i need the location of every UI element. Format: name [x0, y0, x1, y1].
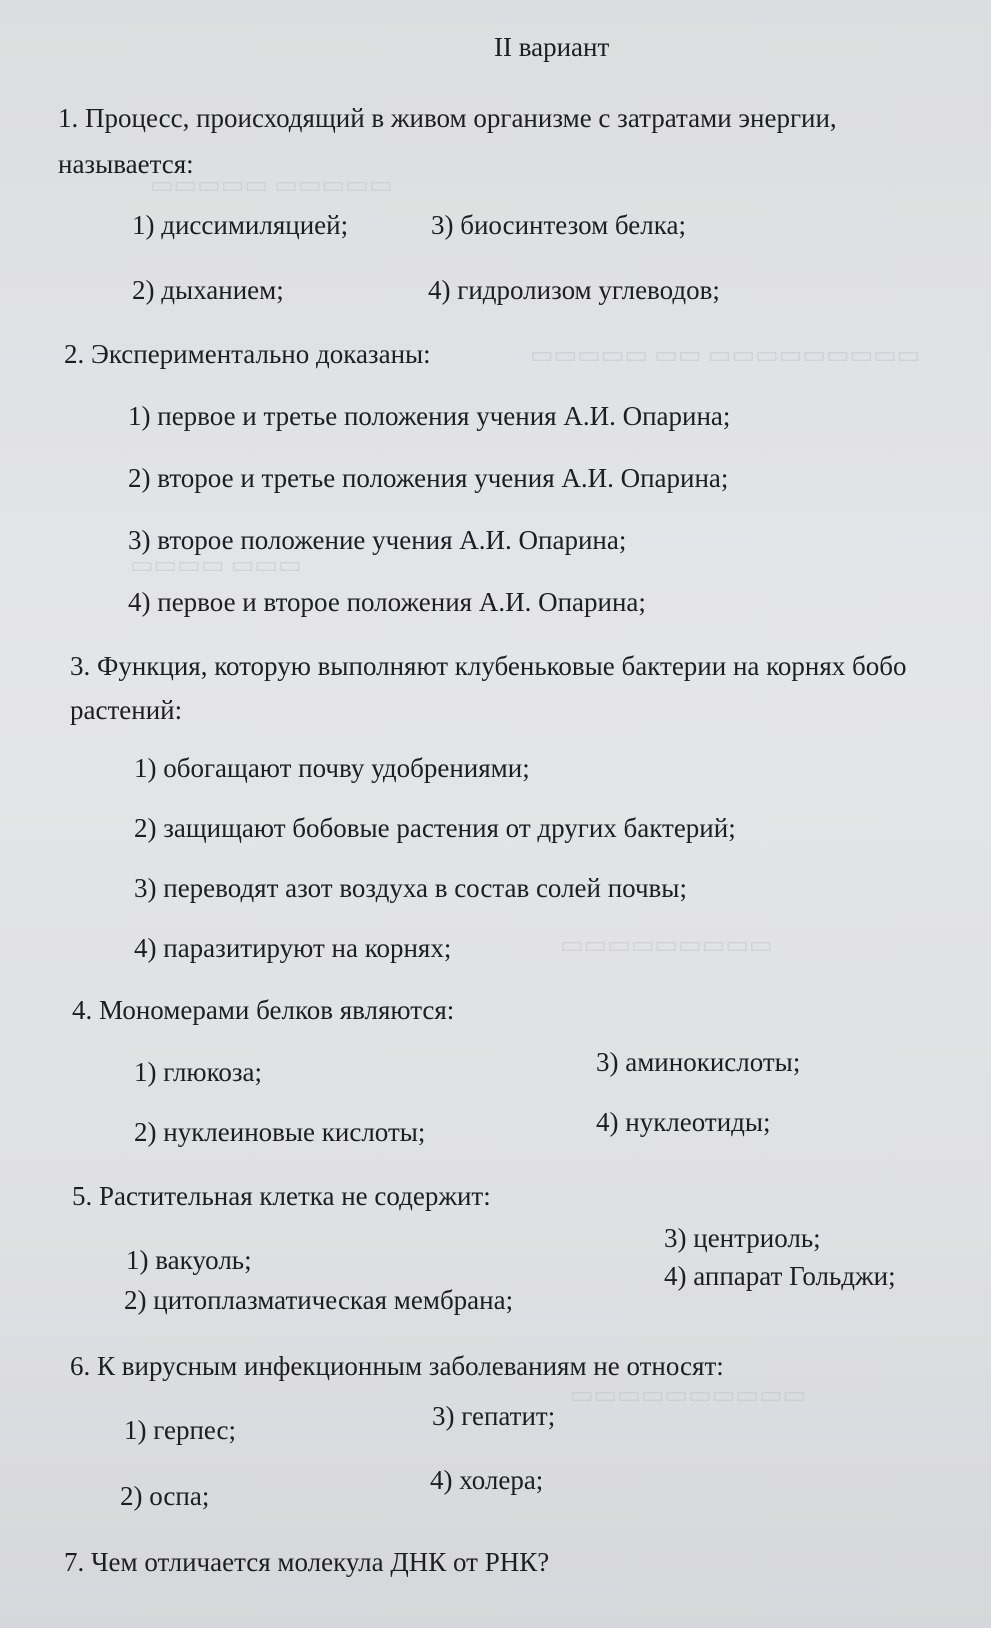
- question-4-option-3: 3) аминокислоты;: [596, 1047, 801, 1077]
- question-5-option-3: 3) центриоль;: [664, 1223, 821, 1253]
- question-6-option-2: 2) оспа;: [120, 1481, 210, 1511]
- question-1-option-2: 2) дыханием;: [132, 275, 284, 305]
- question-3-option-2: 2) защищают бобовые растения от других бактерий;: [134, 813, 736, 843]
- question-2-option-1: 1) первое и третье положения учения А.И. Опарина;: [128, 401, 731, 431]
- question-1-text-cont: называется:: [58, 149, 194, 179]
- bleed-through-text: ▭▭▭▭▭▭▭▭▭▭: [570, 1382, 807, 1409]
- question-6-text: 6. К вирусным инфекционным заболеваниям не относят:: [70, 1351, 724, 1381]
- question-5-option-4: 4) аппарат Гольджи;: [664, 1261, 896, 1291]
- question-2-option-4: 4) первое и второе положения А.И. Опарина;: [128, 587, 646, 617]
- question-3-text-cont: растений:: [70, 695, 183, 725]
- bleed-through-text: ▭▭▭▭ ▭▭▭: [130, 552, 302, 579]
- question-2-text: 2. Экспериментально доказаны:: [64, 339, 431, 369]
- bleed-through-text: ▭▭▭▭▭ ▭▭▭▭▭: [150, 172, 393, 199]
- page-title: II вариант: [494, 32, 610, 62]
- question-5-option-1: 1) вакуоль;: [126, 1245, 252, 1275]
- bleed-through-text: ▭▭▭▭▭ ▭▭ ▭▭▭▭▭▭▭▭▭: [530, 342, 921, 369]
- question-5-text: 5. Растительная клетка не содержит:: [72, 1181, 491, 1211]
- question-3-option-1: 1) обогащают почву удобрениями;: [134, 753, 530, 783]
- question-1-option-4: 4) гидролизом углеводов;: [428, 275, 720, 305]
- question-2-option-2: 2) второе и третье положения учения А.И. Опарина;: [128, 463, 729, 493]
- question-5-option-2: 2) цитоплазматическая мембрана;: [124, 1285, 514, 1315]
- question-7-text: 7. Чем отличается молекула ДНК от РНК?: [64, 1547, 550, 1577]
- question-6-option-4: 4) холера;: [430, 1465, 544, 1495]
- question-6-option-3: 3) гепатит;: [432, 1401, 556, 1431]
- question-1-option-3: 3) биосинтезом белка;: [431, 210, 686, 240]
- question-4-option-4: 4) нуклеотиды;: [596, 1107, 771, 1137]
- question-3-option-4: 4) паразитируют на корнях;: [134, 933, 452, 963]
- question-3-option-3: 3) переводят азот воздуха в состав солей почвы;: [134, 873, 687, 903]
- question-1-option-1: 1) диссимиляцией;: [132, 210, 349, 240]
- bleed-through-text: ▭▭▭▭▭▭▭▭▭: [560, 932, 773, 959]
- question-1-text: 1. Процесс, происходящий в живом организме с затратами энергии,: [58, 103, 837, 133]
- question-3-text: 3. Функция, которую выполняют клубеньковые бактерии на корнях бобо: [70, 651, 907, 681]
- question-4-text: 4. Мономерами белков являются:: [72, 995, 455, 1025]
- question-2-option-3: 3) второе положение учения А.И. Опарина;: [128, 525, 627, 555]
- question-4-option-1: 1) глюкоза;: [134, 1057, 262, 1087]
- question-6-option-1: 1) герпес;: [124, 1415, 237, 1445]
- question-4-option-2: 2) нуклеиновые кислоты;: [134, 1117, 426, 1147]
